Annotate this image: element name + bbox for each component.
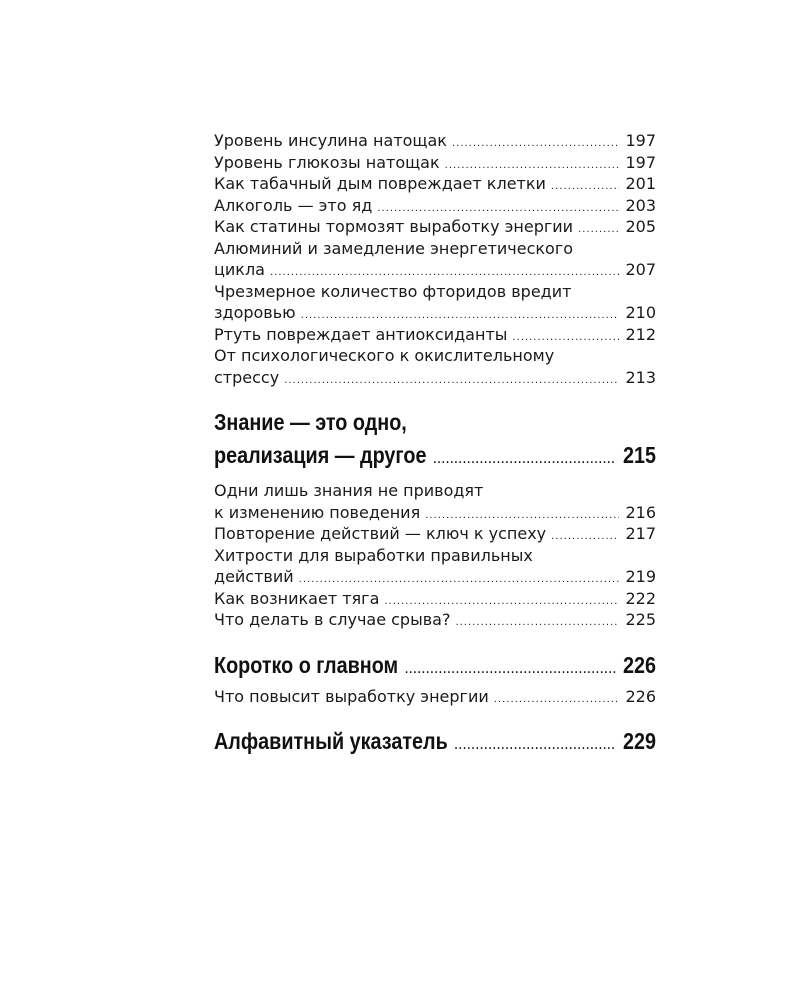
chapter-page: 226 [623, 651, 657, 678]
toc-entry[interactable] [214, 195, 656, 217]
toc-entry-title-line-2: к изменению поведения [214, 502, 421, 522]
dot-leader [384, 597, 619, 607]
toc-entry-page: 197 [625, 152, 656, 172]
dot-leader [455, 618, 619, 628]
toc-entry[interactable] [214, 480, 656, 523]
toc-entry-page: 217 [625, 524, 656, 543]
toc-entry-title: Что повысит выработку энергии [214, 686, 489, 706]
toc-entry-title-line-2: цикла [214, 260, 265, 279]
toc-entry[interactable] [214, 216, 656, 238]
toc-entry[interactable] [214, 588, 656, 610]
toc-entry-title-line-2: здоровью [214, 303, 296, 322]
toc-entry-page: 216 [625, 502, 656, 522]
toc-entry[interactable] [214, 523, 656, 545]
toc-entry-title-line-1: От психологического к окислительному [214, 346, 555, 365]
dot-leader [299, 575, 620, 585]
toc-entry-title: Уровень глюкозы натощак [214, 152, 440, 172]
toc-chapter[interactable] [214, 649, 656, 682]
toc-entry-title-line-1: Алюминий и замедление энергетического [214, 238, 574, 258]
dot-leader [270, 268, 619, 278]
dot-leader [425, 511, 619, 521]
dot-leader [452, 139, 619, 149]
toc-entry-title: Повторение действий — ключ к успеху [214, 524, 547, 543]
toc-entry-page: 222 [625, 588, 656, 608]
toc-entry-page: 207 [625, 260, 656, 279]
toc-entry[interactable] [214, 686, 656, 708]
toc-entry-page: 226 [625, 686, 656, 706]
toc-entry-title-line-1: Чрезмерное количество фторидов вредит [214, 281, 572, 301]
table-of-contents [214, 130, 656, 758]
dot-leader [433, 453, 616, 465]
toc-entry-page: 203 [625, 195, 656, 215]
chapter-title: Алфавитный указатель [214, 728, 448, 754]
dot-leader [284, 376, 619, 386]
toc-entry-page: 205 [625, 217, 656, 236]
chapter-page: 215 [623, 442, 657, 468]
toc-entry-page: 212 [625, 324, 656, 344]
toc-entry[interactable] [214, 130, 656, 152]
dot-leader [377, 204, 619, 214]
chapter-page: 229 [623, 728, 657, 754]
chapter-title-line-1: Знание — это одно, [214, 409, 407, 435]
toc-entry-title-line-2: действий [214, 567, 294, 586]
dot-leader [551, 532, 619, 542]
toc-entry[interactable] [214, 345, 656, 388]
toc-entry-title: Как табачный дым повреждает клетки [214, 174, 546, 193]
toc-entry-page: 213 [625, 367, 656, 387]
toc-entry[interactable] [214, 173, 656, 195]
toc-entry[interactable] [214, 324, 656, 346]
toc-chapter[interactable] [214, 406, 656, 472]
toc-entry-title: Как статины тормозят выработку энергии [214, 217, 574, 236]
toc-entry[interactable] [214, 238, 656, 281]
toc-entry-title-line-1: Хитрости для выработки правильных [214, 545, 533, 565]
dot-leader [405, 663, 616, 675]
toc-entry-title: Что делать в случае срыва? [214, 610, 451, 629]
chapter-title: Коротко о главном [214, 651, 399, 678]
toc-entry-page: 219 [625, 567, 656, 586]
toc-entry[interactable] [214, 152, 656, 174]
toc-entry[interactable] [214, 545, 656, 588]
toc-entry-page: 197 [625, 131, 656, 150]
toc-entry-page: 201 [625, 174, 656, 193]
toc-entry[interactable] [214, 609, 656, 631]
toc-entry-title: Как возникает тяга [214, 588, 380, 608]
toc-chapter[interactable] [214, 725, 656, 758]
dot-leader [551, 182, 620, 192]
dot-leader [455, 739, 616, 751]
toc-entry-page: 225 [625, 610, 656, 629]
toc-entry-title: Алкоголь — это яд [214, 195, 373, 215]
dot-leader [578, 225, 619, 235]
dot-leader [301, 311, 620, 321]
toc-entry[interactable] [214, 281, 656, 324]
toc-entry-title: Уровень инсулина натощак [214, 131, 447, 150]
toc-entry-title: Ртуть повреждает антиоксиданты [214, 324, 508, 344]
toc-entry-page: 210 [625, 303, 656, 322]
dot-leader [445, 161, 620, 171]
dot-leader [512, 333, 619, 343]
dot-leader [494, 695, 620, 705]
toc-entry-title-line-2: стрессу [214, 367, 280, 387]
chapter-title-line-2: реализация — другое [214, 442, 427, 468]
toc-entry-title-line-1: Одни лишь знания не приводят [214, 481, 484, 500]
